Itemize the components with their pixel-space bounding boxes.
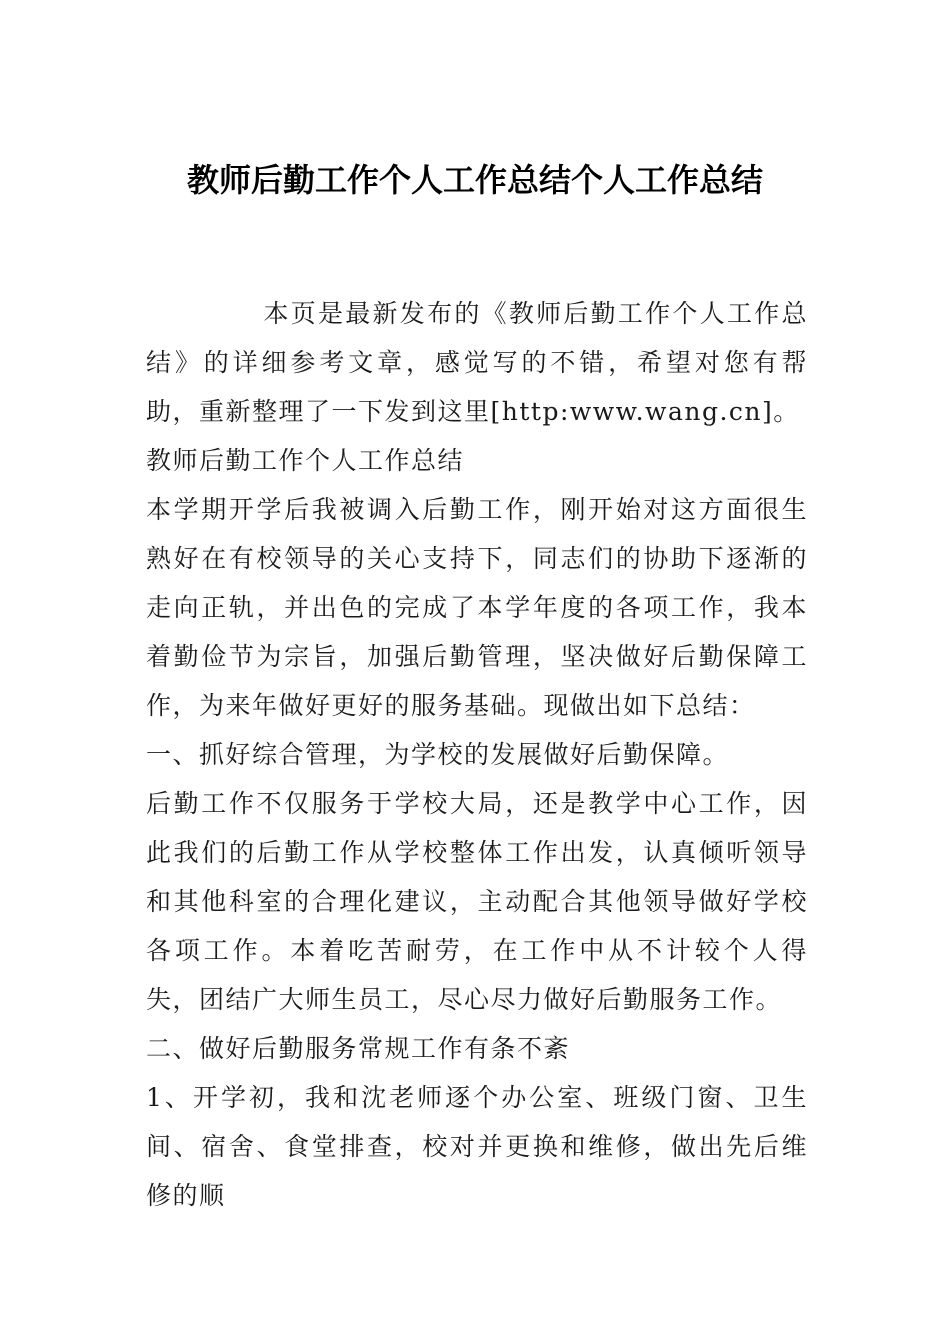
document-title: 教师后勤工作个人工作总结个人工作总结 <box>186 161 763 199</box>
section-heading: 教师后勤工作个人工作总结 <box>146 446 465 475</box>
section-heading: 一、抓好综合管理，为学校的发展做好后勤保障。 <box>146 740 730 769</box>
body-paragraph: 后勤工作不仅服务于学校大局，还是教学中心工作，因此我们的后勤工作从学校整体工作出发，认真倾听领导和其他科室的合理化建议，主动配合其他领导做好学校各项工作。本着吃苦耐劳，在工作中从不计较个人得失，团结广大师生员工，尽心尽力做好后勤服务工作。 <box>146 789 808 1014</box>
body-paragraph: 1、开学初，我和沈老师逐个办公室、班级门窗、卫生间、宿舍、食堂排查，校对并更换和维修，做出先后维修的顺 <box>146 1083 808 1210</box>
document-body <box>146 289 808 1220</box>
section-heading: 二、做好后勤服务常规工作有条不紊 <box>146 1034 571 1063</box>
body-paragraph: 本学期开学后我被调入后勤工作，刚开始对这方面很生熟好在有校领导的关心支持下，同志们的协助下逐渐的走向正轨，并出色的完成了本学年度的各项工作，我本着勤俭节为宗旨，加强后勤管理，坚决做好后勤保障工作，为来年做好更好的服务基础。现做出如下总结： <box>146 495 808 720</box>
intro-paragraph: 本页是最新发布的《教师后勤工作个人工作总结》的详细参考文章，感觉写的不错，希望对您有帮助，重新整理了一下发到这里[http:www.wang.cn]。 <box>146 299 808 426</box>
